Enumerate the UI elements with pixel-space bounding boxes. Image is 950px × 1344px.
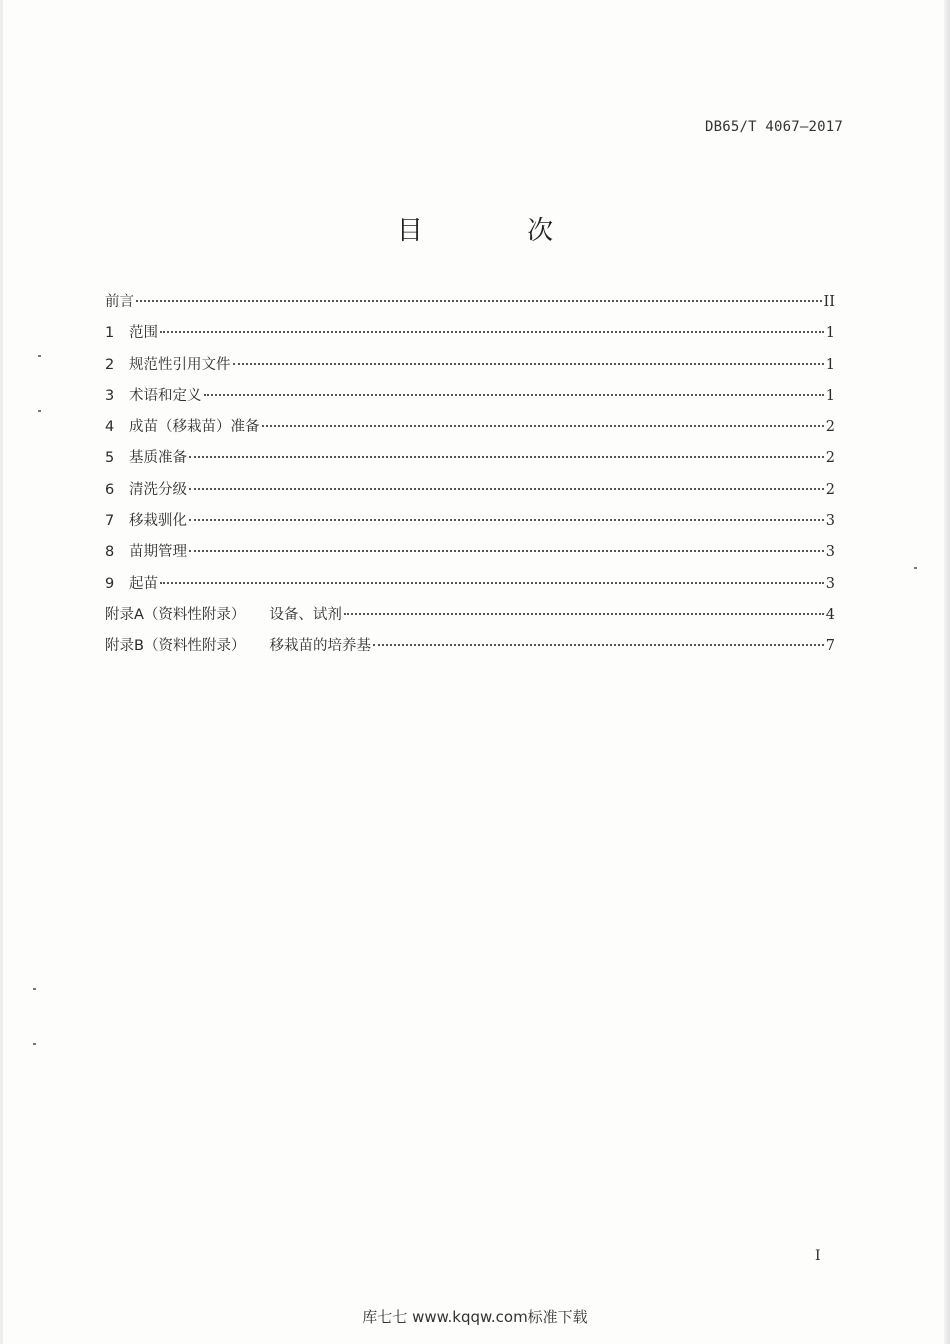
toc-page: 3 bbox=[825, 575, 835, 592]
toc-page: 2 bbox=[825, 450, 835, 467]
toc-num: 4 bbox=[105, 419, 115, 436]
toc-appendix-title: 设备、试剂 bbox=[269, 606, 342, 623]
toc-page: 4 bbox=[825, 606, 835, 623]
toc-text: 范围 bbox=[129, 325, 158, 342]
toc-leader bbox=[344, 613, 824, 615]
toc-page: 1 bbox=[825, 325, 835, 342]
toc-page: 7 bbox=[825, 638, 835, 655]
toc-num: 9 bbox=[105, 575, 115, 592]
toc-leader bbox=[204, 394, 824, 396]
toc-text: 规范性引用文件 bbox=[129, 356, 231, 373]
toc-label bbox=[105, 415, 260, 436]
toc-text: 清洗分级 bbox=[129, 481, 187, 498]
toc-row-1[interactable] bbox=[105, 321, 835, 352]
toc-num: 2 bbox=[105, 356, 115, 373]
toc-label bbox=[105, 509, 187, 530]
toc-page: 2 bbox=[825, 481, 835, 498]
toc-label bbox=[105, 634, 371, 655]
toc-label bbox=[105, 321, 158, 342]
toc-leader bbox=[233, 363, 824, 365]
toc-label bbox=[105, 603, 342, 624]
toc-leader bbox=[160, 331, 824, 333]
toc-num: 6 bbox=[105, 481, 115, 498]
page-title: 目 次 bbox=[396, 216, 602, 246]
toc-text: 移栽驯化 bbox=[129, 513, 187, 530]
toc-row-foreword[interactable] bbox=[105, 290, 835, 321]
toc-row-9[interactable] bbox=[105, 572, 835, 603]
toc-label: 前言 bbox=[105, 294, 134, 310]
toc-row-appendix-a[interactable] bbox=[105, 603, 835, 634]
toc-row-5[interactable] bbox=[105, 446, 835, 477]
toc-page: 1 bbox=[825, 356, 835, 373]
scan-speck bbox=[33, 988, 36, 990]
toc-row-6[interactable] bbox=[105, 478, 835, 509]
toc-leader bbox=[160, 582, 824, 584]
toc-row-3[interactable] bbox=[105, 384, 835, 415]
toc-page: II bbox=[823, 294, 835, 310]
table-of-contents bbox=[105, 290, 835, 666]
toc-leader bbox=[189, 519, 824, 521]
scan-speck bbox=[38, 410, 41, 412]
toc-page: 1 bbox=[825, 387, 835, 404]
toc-label bbox=[105, 572, 158, 593]
toc-page: 3 bbox=[825, 513, 835, 530]
toc-label bbox=[105, 353, 231, 374]
toc-leader bbox=[136, 300, 822, 302]
scan-speck bbox=[38, 355, 41, 357]
toc-appendix-label: 附录A（资料性附录） bbox=[105, 606, 246, 623]
toc-text: 术语和定义 bbox=[129, 387, 202, 404]
toc-text: 苗期管理 bbox=[129, 544, 187, 561]
toc-page: 2 bbox=[825, 419, 835, 436]
toc-label bbox=[105, 446, 187, 467]
toc-label bbox=[105, 478, 187, 499]
toc-row-2[interactable] bbox=[105, 353, 835, 384]
toc-label bbox=[105, 384, 202, 405]
toc-num: 1 bbox=[105, 325, 115, 342]
toc-leader bbox=[262, 425, 824, 427]
toc-text: 起苗 bbox=[129, 575, 158, 592]
scan-speck bbox=[914, 567, 917, 569]
toc-label bbox=[105, 540, 187, 561]
scan-speck bbox=[33, 1043, 36, 1045]
toc-num: 3 bbox=[105, 387, 115, 404]
page-number: I bbox=[815, 1248, 821, 1264]
toc-row-8[interactable] bbox=[105, 540, 835, 571]
scan-edge-right bbox=[944, 0, 950, 1344]
toc-leader bbox=[189, 488, 824, 490]
toc-num: 5 bbox=[105, 450, 115, 467]
toc-page: 3 bbox=[825, 544, 835, 561]
document-code: DB65/T 4067—2017 bbox=[704, 119, 843, 135]
toc-row-7[interactable] bbox=[105, 509, 835, 540]
scan-edge-left bbox=[0, 0, 3, 1344]
toc-num: 8 bbox=[105, 544, 115, 561]
toc-num: 7 bbox=[105, 513, 115, 530]
toc-leader bbox=[189, 550, 824, 552]
toc-appendix-label: 附录B（资料性附录） bbox=[105, 638, 246, 655]
toc-text: 基质准备 bbox=[129, 450, 187, 467]
toc-text: 成苗（移栽苗）准备 bbox=[129, 419, 260, 436]
toc-leader bbox=[373, 644, 824, 646]
toc-row-4[interactable] bbox=[105, 415, 835, 446]
toc-leader bbox=[189, 456, 824, 458]
toc-row-appendix-b[interactable] bbox=[105, 634, 835, 665]
footer-watermark: 库七七 www.kqqw.com标准下载 bbox=[362, 1308, 588, 1326]
toc-appendix-title: 移栽苗的培养基 bbox=[269, 638, 371, 655]
